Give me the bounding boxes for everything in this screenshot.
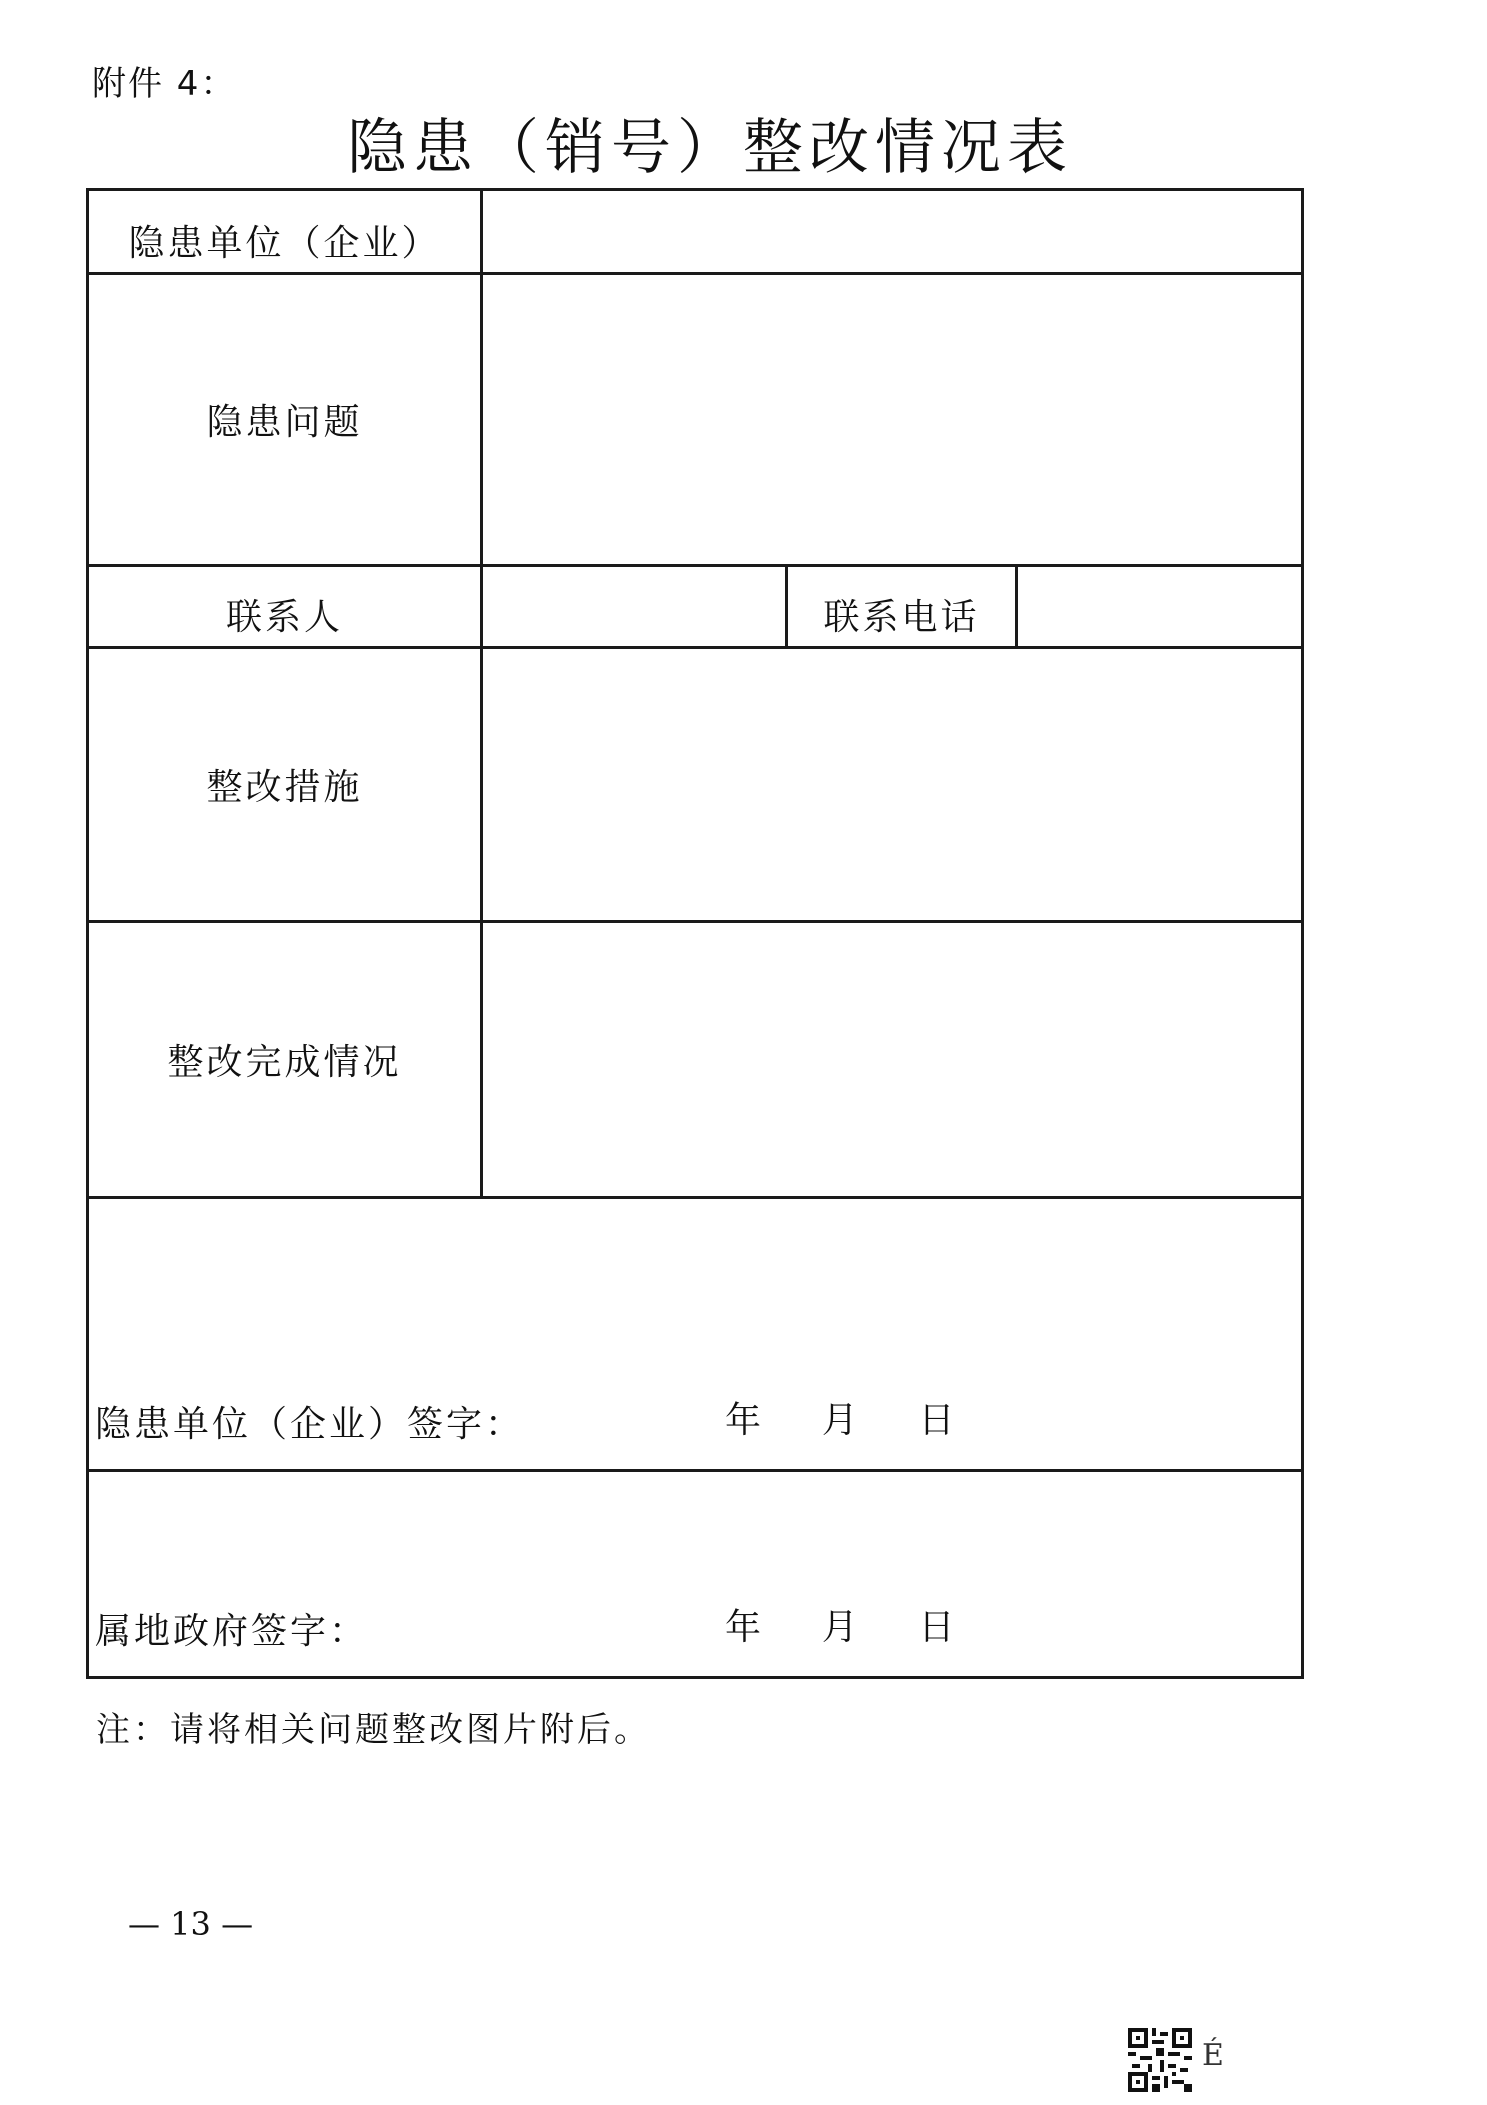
issue-label: 隐患问题 (88, 274, 482, 566)
completion-field[interactable] (482, 922, 1303, 1198)
completion-label: 整改完成情况 (88, 922, 482, 1198)
form-row-issue (88, 274, 1303, 566)
unit-label: 隐患单位（企业） (88, 190, 482, 274)
contact-field[interactable] (482, 566, 787, 648)
measures-label: 整改措施 (88, 648, 482, 922)
document-title: 隐患（销号）整改情况表 (347, 113, 1073, 183)
form-row-unit (88, 190, 1303, 274)
gov-signature-cell[interactable] (88, 1471, 1303, 1678)
unit-field[interactable] (482, 190, 1303, 274)
rectification-form (86, 188, 1304, 1679)
phone-label: 联系电话 (787, 566, 1017, 648)
form-row-measures (88, 648, 1303, 922)
form-row-unit-signature (88, 1198, 1303, 1471)
qr-code-icon (1128, 2028, 1192, 2092)
contact-label: 联系人 (88, 566, 482, 648)
phone-field[interactable] (1017, 566, 1303, 648)
gov-signature-label: 属地政府签字： (95, 1611, 369, 1652)
form-row-completion (88, 922, 1303, 1198)
attachment-label: 附件 4： (92, 64, 237, 104)
form-row-gov-signature (88, 1471, 1303, 1678)
unit-signature-date: 年 月 日 (725, 1400, 958, 1441)
page-number: — 13 — (128, 1905, 254, 1943)
corner-glyph: É (1202, 2038, 1224, 2073)
unit-signature-label: 隐患单位（企业）签字： (95, 1404, 525, 1445)
form-row-contact (88, 566, 1303, 648)
gov-signature-date: 年 月 日 (725, 1607, 958, 1648)
issue-field[interactable] (482, 274, 1303, 566)
footnote: 注：请将相关问题整改图片附后。 (96, 1710, 651, 1750)
unit-signature-cell[interactable] (88, 1198, 1303, 1471)
measures-field[interactable] (482, 648, 1303, 922)
